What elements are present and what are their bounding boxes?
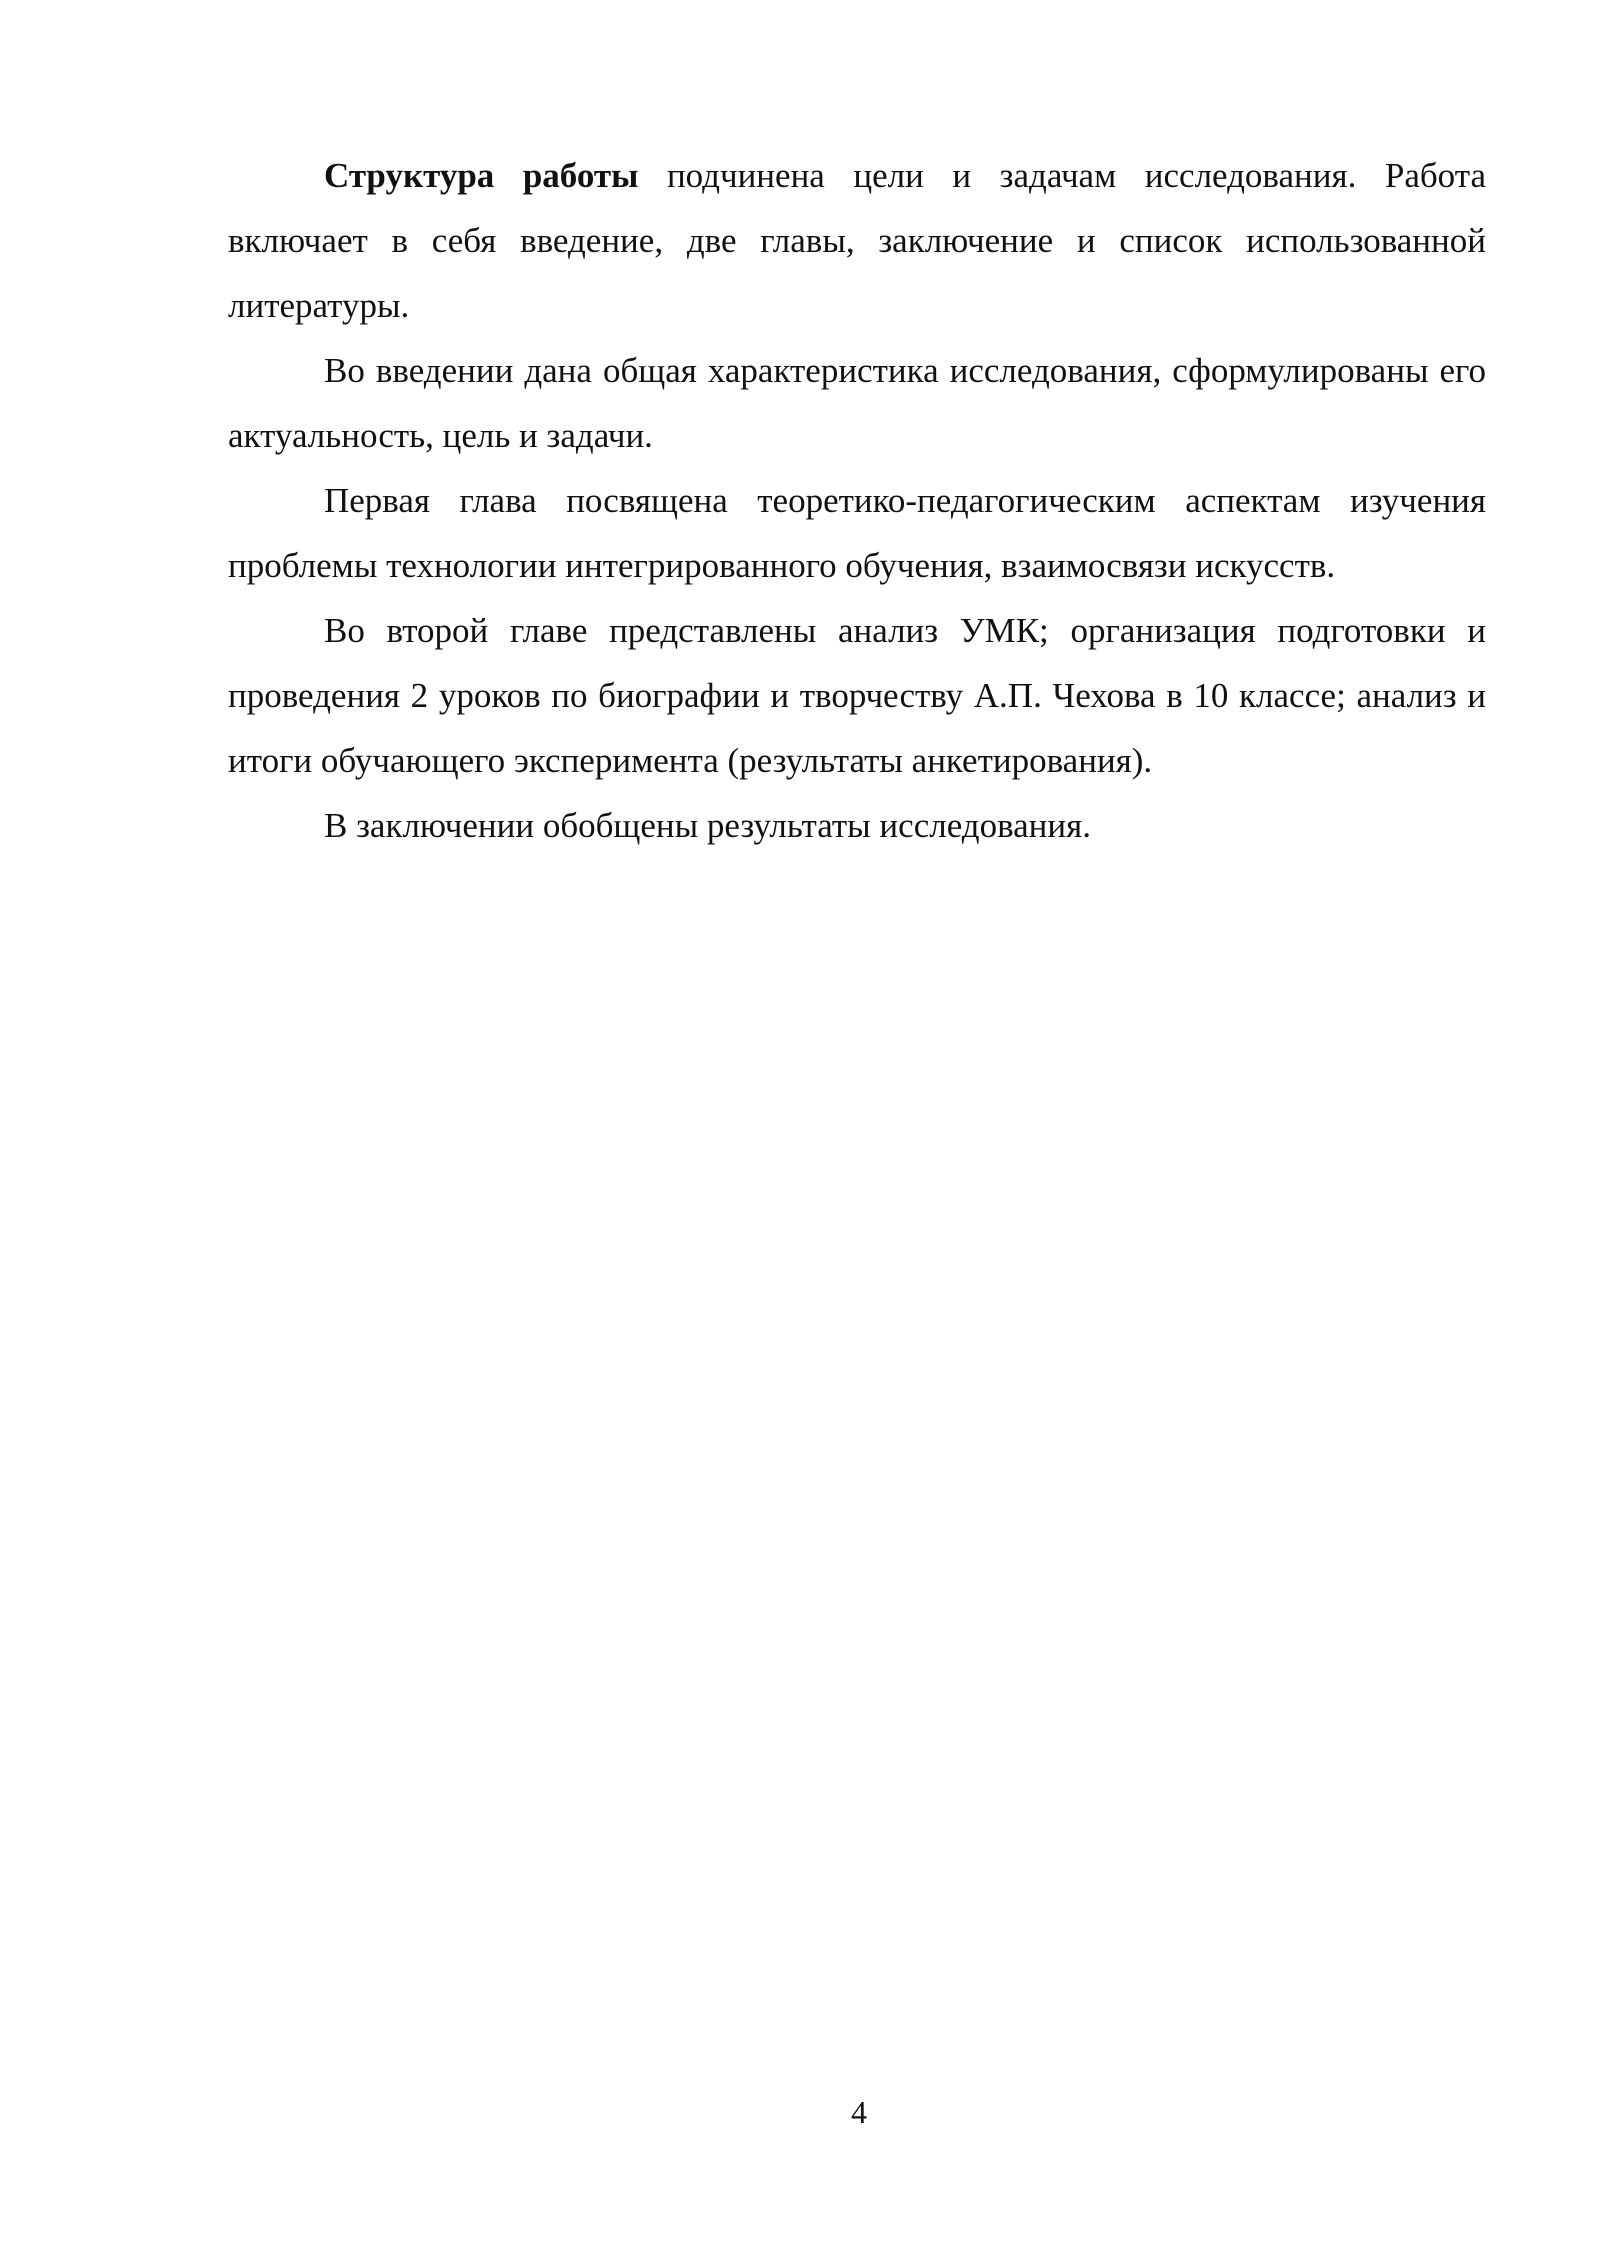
paragraph-chapter-two: Во второй главе представлены анализ УМК; организация подготовки и проведения 2 уроков по биографии и творчеству А.П. Чехова в 10 классе; анализ и итоги обучающего эксперимента (результаты анкетирования).	[228, 611, 1486, 780]
paragraph-structure	[228, 143, 1486, 338]
paragraph-lead-bold: Структура работы	[324, 156, 639, 195]
paragraph-introduction: Во введении дана общая характеристика исследования, сформулированы его актуальность, цель и задачи.	[228, 351, 1486, 455]
paragraph-chapter-one: Первая глава посвящена теоретико-педагогическим аспектам изучения проблемы технологии интегрированного обучения, взаимосвязи искусств.	[228, 481, 1486, 585]
page-number: 4	[851, 2094, 867, 2130]
paragraph-conclusion: В заключении обобщены результаты исследования.	[324, 806, 1091, 845]
document-body	[228, 143, 1486, 858]
paragraph-text: подчинена цели и задачам исследования. Работа включает в себя введение, две главы, заключение и список использованной литературы.	[228, 156, 1486, 325]
